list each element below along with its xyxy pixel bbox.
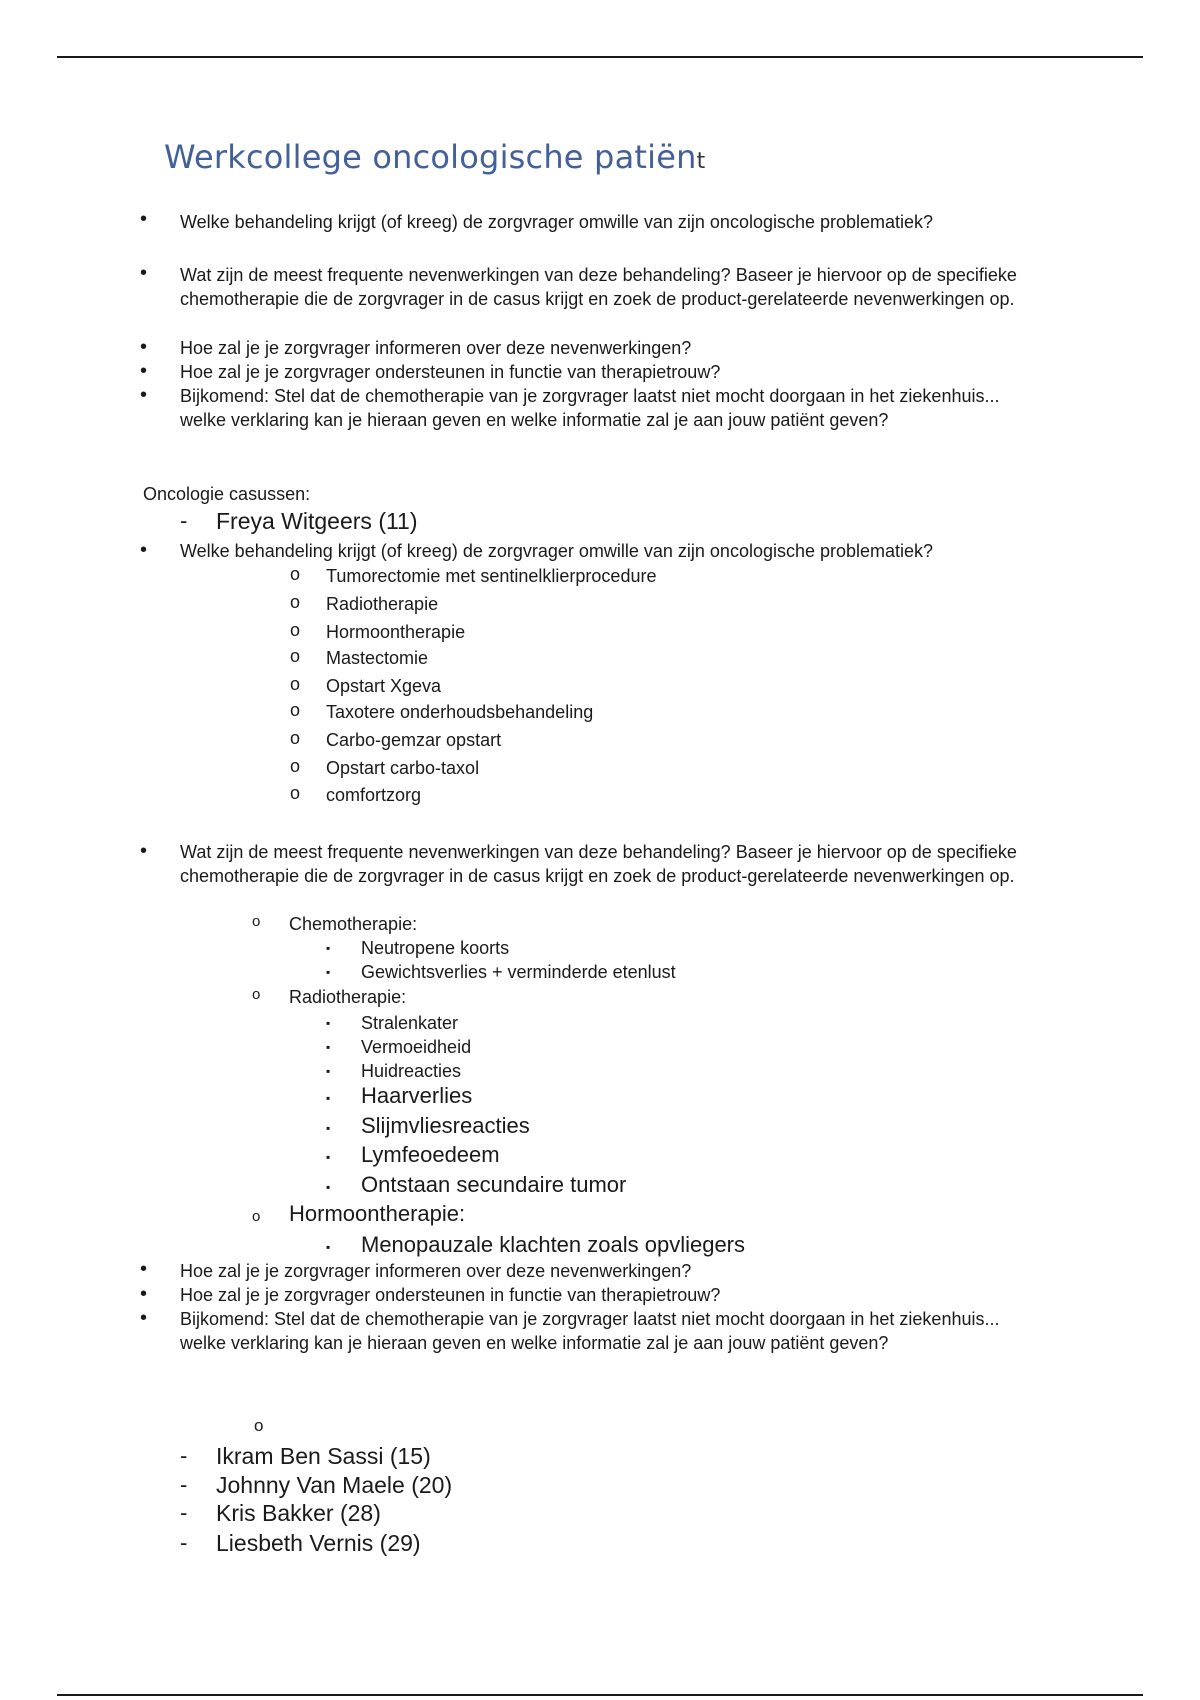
- page-title: [164, 138, 705, 176]
- treatment-item: Opstart Xgeva: [326, 676, 442, 696]
- intro-question-3: Hoe zal je je zorgvrager informeren over deze nevenwerkingen?: [180, 338, 692, 358]
- square-bullet: ▪: [326, 941, 331, 955]
- circle-bullet: o: [290, 564, 301, 584]
- circle-bullet: o: [290, 646, 301, 666]
- square-bullet: ▪: [326, 1121, 331, 1135]
- circle-bullet: o: [290, 783, 301, 803]
- case-question-2: Wat zijn de meest frequente nevenwerkingen van deze behandeling? Baseer je hiervoor op de specifieke chemotherapie die de zorgvrager in de casus krijgt en zoek de product-gerelateerde nevenwerkingen op.: [180, 842, 1017, 886]
- square-bullet: ▪: [326, 1150, 331, 1164]
- bullet: •: [140, 840, 148, 862]
- radio-item: Stralenkater: [361, 1013, 459, 1033]
- dash: -: [180, 1530, 188, 1555]
- radio-item: Huidreacties: [361, 1061, 462, 1081]
- radio-item: Ontstaan secundaire tumor: [361, 1172, 627, 1197]
- bullet: •: [140, 208, 148, 230]
- radio-item: Vermoeidheid: [361, 1037, 472, 1057]
- case-question-4: Hoe zal je je zorgvrager ondersteunen in functie van therapietrouw?: [180, 1285, 721, 1305]
- square-bullet: ▪: [326, 1180, 331, 1194]
- square-bullet: ▪: [326, 1064, 331, 1078]
- square-bullet: ▪: [326, 1016, 331, 1030]
- bullet: •: [140, 384, 148, 406]
- circle-bullet: o: [252, 913, 261, 930]
- case-liesbeth: Liesbeth Vernis (29): [216, 1530, 421, 1556]
- case-question-1: Welke behandeling krijgt (of kreeg) de zorgvrager omwille van zijn oncologische problematiek?: [180, 541, 934, 561]
- treatment-item: comfortzorg: [326, 785, 422, 805]
- hormone-label: Hormoontherapie:: [289, 1201, 466, 1226]
- radio-item: Lymfeoedeem: [361, 1142, 500, 1167]
- circle-bullet: o: [290, 756, 301, 776]
- title-main: Werkcollege oncologische patiën: [164, 138, 697, 176]
- intro-question-2: Wat zijn de meest frequente nevenwerkingen van deze behandeling? Baseer je hiervoor op de specifieke chemotherapie die de zorgvrager in de casus krijgt en zoek de product-gerelateerde nevenwerkingen op.: [180, 265, 1017, 309]
- circle-bullet: o: [290, 700, 301, 720]
- case-ikram: Ikram Ben Sassi (15): [216, 1443, 431, 1469]
- radio-item: Haarverlies: [361, 1083, 473, 1108]
- bottom-rule: [57, 1694, 1143, 1696]
- circle-bullet: o: [290, 728, 301, 748]
- circle-bullet: o: [290, 592, 301, 612]
- bullet: •: [140, 1283, 148, 1305]
- intro-question-5: Bijkomend: Stel dat de chemotherapie van je zorgvrager laatst niet mocht doorgaan in het ziekenhuis... welke verklaring kan je hieraan geven en welke informatie zal je aan jouw patiënt geven?: [180, 386, 1000, 430]
- intro-question-4: Hoe zal je je zorgvrager ondersteunen in functie van therapietrouw?: [180, 362, 721, 382]
- title-tail: t: [696, 149, 706, 174]
- square-bullet: ▪: [326, 1091, 331, 1105]
- case-kris: Kris Bakker (28): [216, 1500, 381, 1526]
- case-question-5: Bijkomend: Stel dat de chemotherapie van je zorgvrager laatst niet mocht doorgaan in het ziekenhuis... welke verklaring kan je hieraan geven en welke informatie zal je aan jouw patiënt geven?: [180, 1309, 1000, 1353]
- case-freya: Freya Witgeers (11): [216, 508, 418, 534]
- treatment-item: Hormoontherapie: [326, 622, 466, 642]
- dash: -: [180, 508, 188, 533]
- dash: -: [180, 1500, 188, 1525]
- circle-bullet: o: [290, 620, 301, 640]
- radio-label: Radiotherapie:: [289, 987, 407, 1007]
- treatment-item: Opstart carbo-taxol: [326, 758, 480, 778]
- treatment-item: Radiotherapie: [326, 594, 439, 614]
- dash: -: [180, 1443, 188, 1468]
- bullet: •: [140, 262, 148, 284]
- dash: -: [180, 1472, 188, 1497]
- circle-bullet: o: [252, 986, 261, 1003]
- radio-item: Slijmvliesreacties: [361, 1113, 530, 1138]
- circle-bullet: o: [290, 674, 301, 694]
- treatment-item: Taxotere onderhoudsbehandeling: [326, 702, 594, 722]
- chemo-item: Neutropene koorts: [361, 938, 510, 958]
- top-rule: [57, 56, 1143, 58]
- bullet: •: [140, 1258, 148, 1280]
- treatment-item: Mastectomie: [326, 648, 429, 668]
- bullet: •: [140, 1307, 148, 1329]
- bullet: •: [140, 336, 148, 358]
- bullet: •: [140, 539, 148, 561]
- bullet: •: [140, 360, 148, 382]
- case-question-3: Hoe zal je je zorgvrager informeren over deze nevenwerkingen?: [180, 1261, 692, 1281]
- chemo-item: Gewichtsverlies + verminderde etenlust: [361, 962, 676, 982]
- circle-bullet: o: [252, 1208, 261, 1225]
- circle-bullet: o: [254, 1416, 264, 1435]
- chemo-label: Chemotherapie:: [289, 914, 418, 934]
- square-bullet: ▪: [326, 1240, 331, 1254]
- square-bullet: ▪: [326, 1040, 331, 1054]
- intro-question-1: Welke behandeling krijgt (of kreeg) de zorgvrager omwille van zijn oncologische problematiek?: [180, 212, 934, 232]
- treatment-item: Tumorectomie met sentinelklierprocedure: [326, 566, 657, 586]
- case-johnny: Johnny Van Maele (20): [216, 1472, 453, 1498]
- cases-heading: Oncologie casussen:: [143, 484, 311, 504]
- treatment-item: Carbo-gemzar opstart: [326, 730, 502, 750]
- square-bullet: ▪: [326, 965, 331, 979]
- hormone-item: Menopauzale klachten zoals opvliegers: [361, 1232, 746, 1257]
